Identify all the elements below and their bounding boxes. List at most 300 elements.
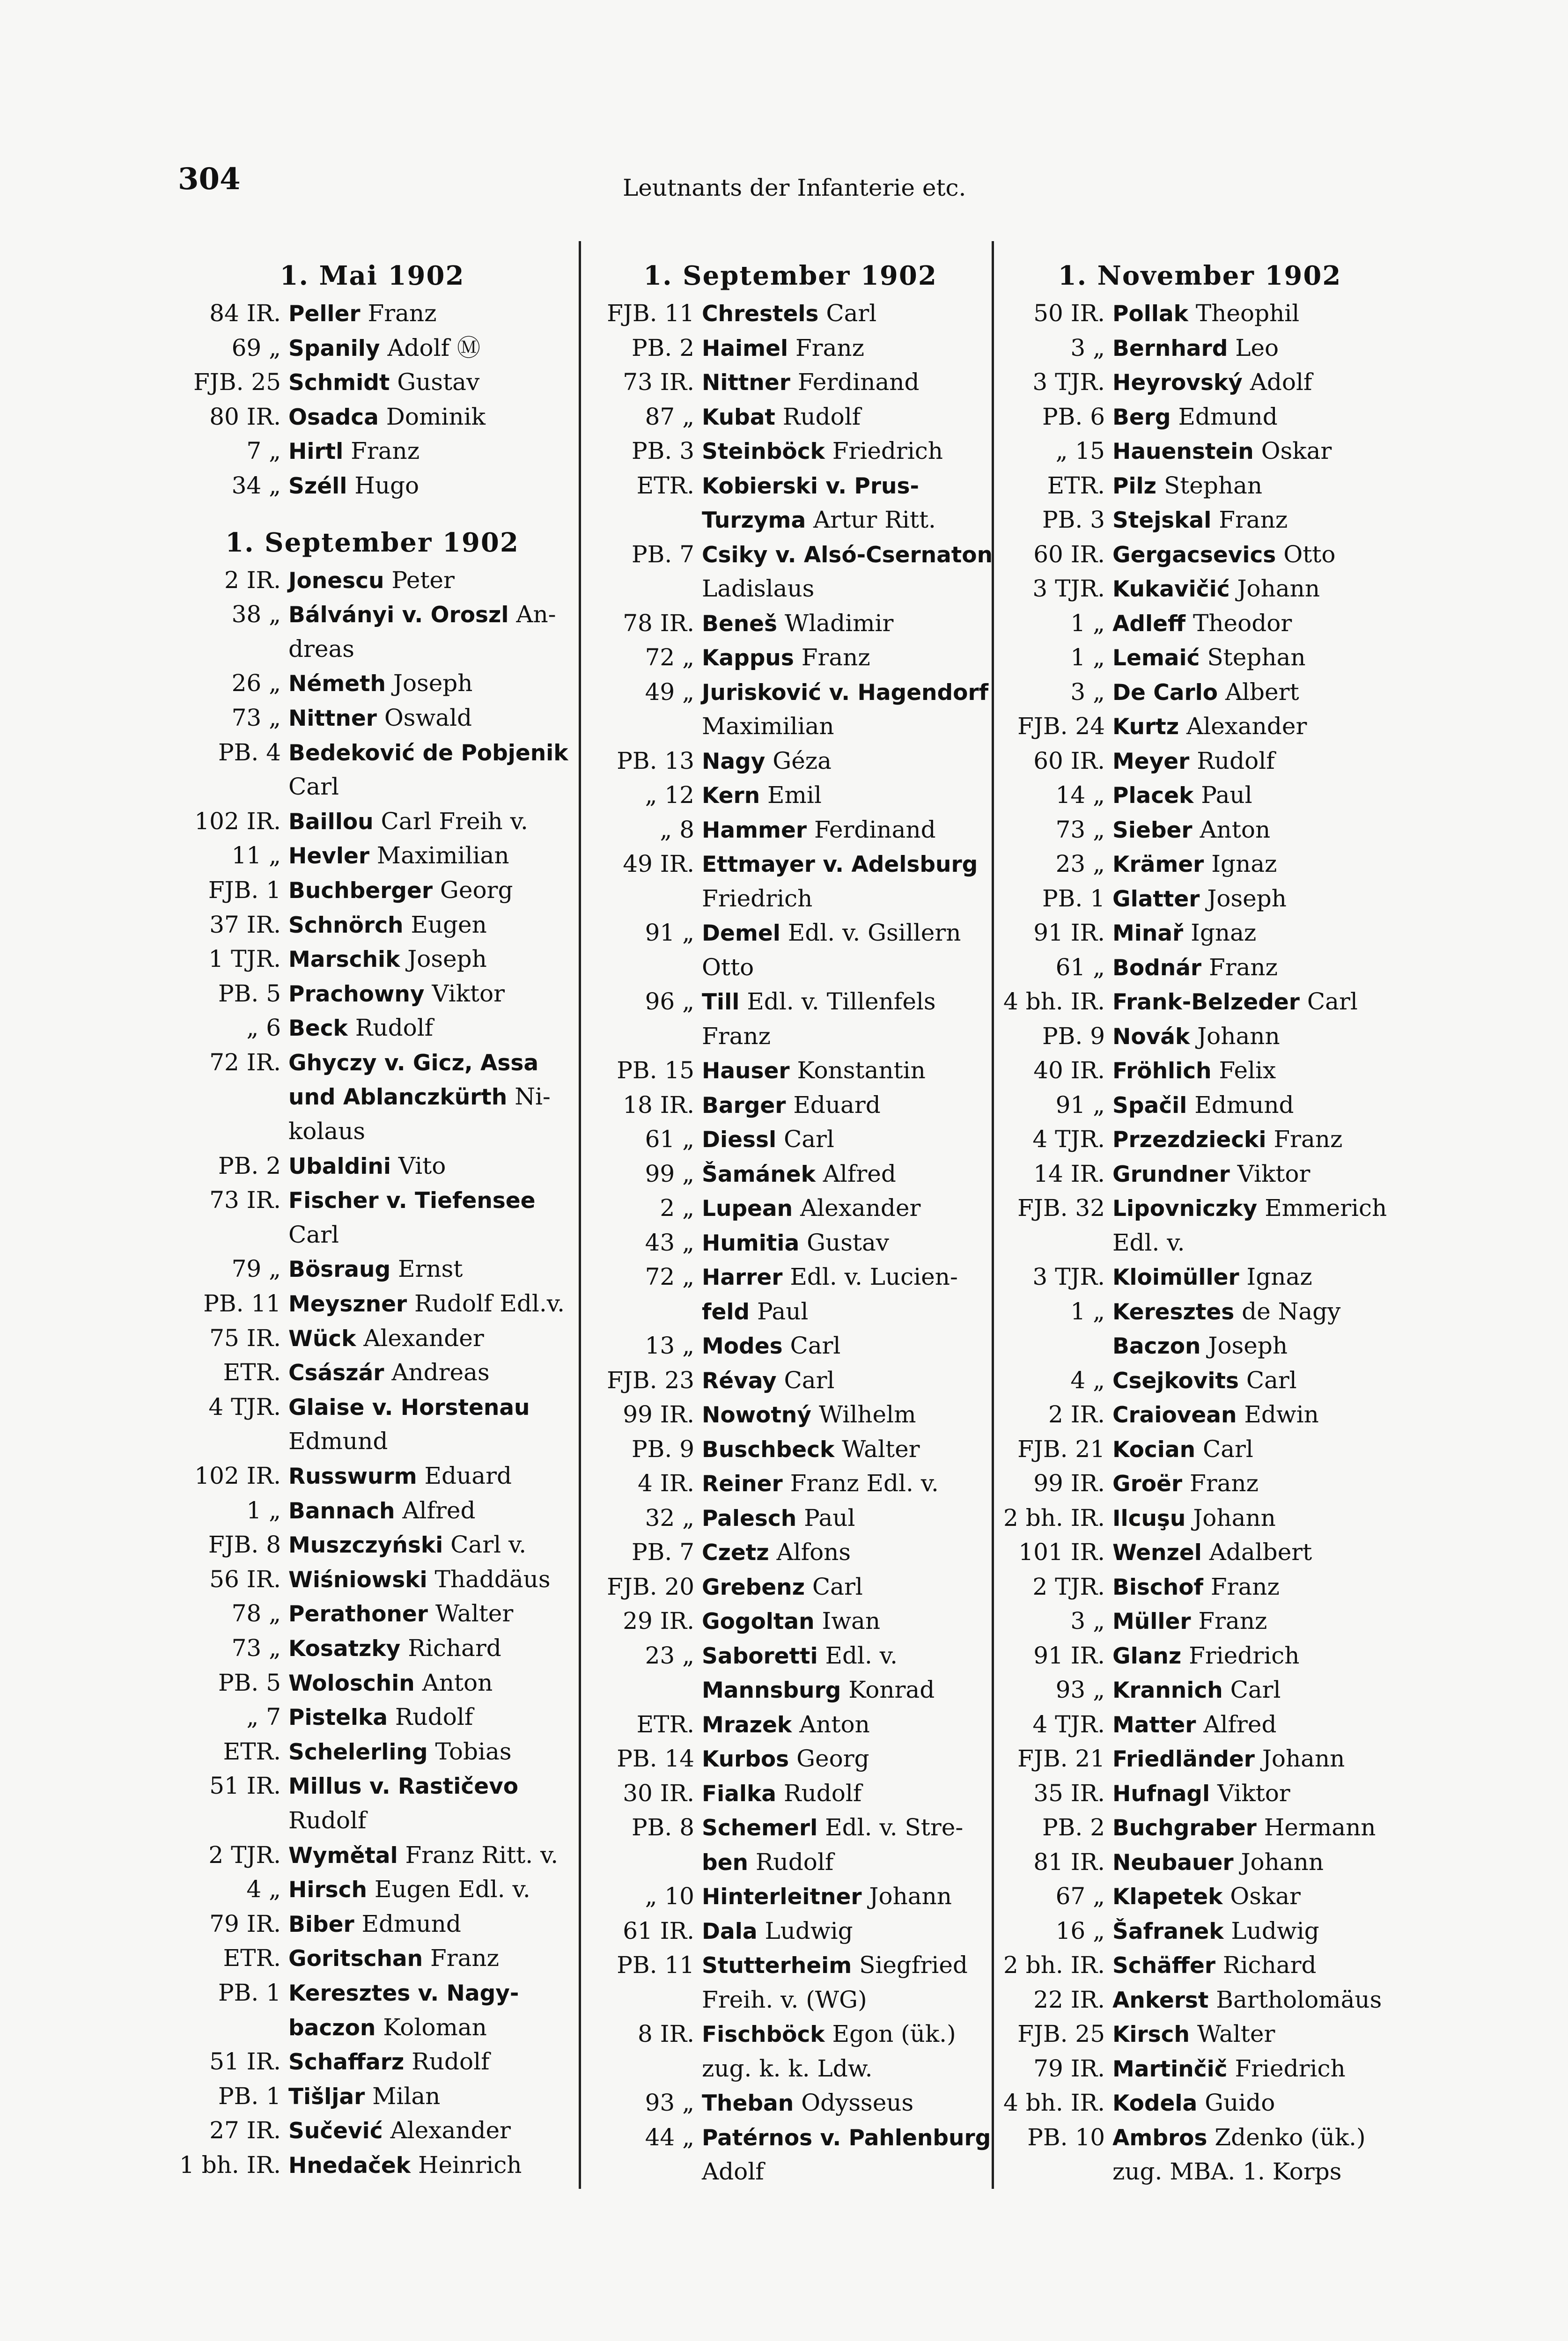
roster-entry <box>1002 434 1398 469</box>
unit-designation: 84 IR. <box>209 300 281 327</box>
unit-designation: 91 „ <box>1055 1091 1105 1119</box>
unit-designation: 96 „ <box>645 988 694 1015</box>
unit-designation: PB. 2 <box>218 1152 281 1179</box>
roster-entry <box>1002 1708 1398 1742</box>
surname: Šafranek <box>1112 1918 1224 1944</box>
surname: Steinböck <box>702 439 825 464</box>
officer-name <box>288 873 571 908</box>
officer-name <box>288 1838 571 1873</box>
officer-name <box>702 1535 992 1570</box>
roster-entry <box>1002 331 1398 366</box>
name-line <box>702 2155 992 2189</box>
unit-designation: „ 10 <box>645 1883 694 1910</box>
given-name: Heinrich <box>418 2151 522 2179</box>
spacer <box>1255 1745 1262 1772</box>
surname: Tišljar <box>288 2083 365 2110</box>
unit-designation: 2 IR. <box>1048 1401 1105 1428</box>
unit-designation: 61 „ <box>1055 953 1105 981</box>
unit-designation: 26 „ <box>231 670 281 697</box>
spacer <box>427 1566 435 1593</box>
unit-designation: PB. 9 <box>1042 1022 1105 1050</box>
officer-name <box>288 736 571 804</box>
officer-name <box>1112 1053 1398 1088</box>
unit-designation: PB. 3 <box>632 437 694 464</box>
given-name: Adolf <box>1250 368 1312 396</box>
surname: Heyrovský <box>1112 370 1243 396</box>
given-name: Edmund <box>288 1428 388 1455</box>
surname: Kobierski v. Prus- <box>702 473 919 499</box>
officer-name <box>1112 1088 1398 1123</box>
spacer <box>390 1255 398 1282</box>
roster-entry <box>173 1045 571 1149</box>
name-line <box>288 1459 571 1494</box>
unit-designation: 40 IR. <box>1033 1057 1105 1084</box>
given-name: Adolf <box>702 2158 764 2185</box>
spacer <box>1182 1470 1190 1497</box>
given-name: Carl <box>783 1126 834 1153</box>
spacer <box>811 1401 819 1428</box>
name-line <box>702 1983 992 2017</box>
surname: Minař <box>1112 920 1184 946</box>
unit-designation: PB. 11 <box>203 1290 281 1318</box>
roster-entry <box>173 2045 571 2079</box>
name-line <box>288 942 571 977</box>
name-line <box>288 1080 571 1114</box>
spacer <box>852 1951 859 1979</box>
given-name: Oswald <box>384 704 472 731</box>
unit-designation: FJB. 25 <box>1017 2020 1105 2047</box>
given-name: Konrad <box>848 1676 935 1703</box>
roster-entry <box>1002 675 1398 710</box>
given-name: Ladislaus <box>702 575 815 602</box>
surname: Reiner <box>702 1471 783 1497</box>
unit-designation: 56 IR. <box>209 1565 281 1593</box>
name-line <box>702 1948 992 1983</box>
roster-entry <box>589 1053 992 1088</box>
given-name: Carl <box>812 1573 863 1600</box>
spacer <box>354 1910 362 1937</box>
officer-name <box>288 1045 571 1149</box>
unit-designation: „ 15 <box>1055 437 1105 464</box>
name-line <box>288 770 571 804</box>
given-name: Ludwig <box>765 1917 853 1944</box>
roster-entry <box>173 873 571 908</box>
spacer <box>799 1229 807 1256</box>
name-line <box>1112 1157 1398 1192</box>
officer-name <box>1112 1811 1398 1845</box>
unit-designation: 1 „ <box>246 1496 281 1524</box>
unit-designation: PB. 9 <box>632 1435 694 1463</box>
officer-name <box>1112 1019 1398 1054</box>
roster-entry <box>1002 400 1398 434</box>
name-line <box>1112 606 1398 641</box>
given-name: Koloman <box>383 2013 487 2041</box>
surname: Ettmayer v. Adelsburg <box>702 852 978 877</box>
surname: Turzyma <box>702 508 806 533</box>
column-divider <box>992 241 994 2189</box>
officer-name <box>702 434 992 469</box>
officer-name <box>1112 1535 1398 1570</box>
officer-name <box>1112 1914 1398 1949</box>
spacer <box>807 816 814 843</box>
page-number: 304 <box>178 162 241 197</box>
surname: Kern <box>702 783 760 809</box>
officer-name <box>702 1363 992 1398</box>
given-name: Hugo <box>354 471 420 499</box>
given-name: Leo <box>1235 334 1279 361</box>
given-name: Edl. v. <box>1112 1229 1185 1256</box>
unit-designation: 3 TJR. <box>1032 575 1105 602</box>
officer-name <box>288 1355 571 1390</box>
roster-entry <box>1002 640 1398 675</box>
unit-designation: PB. 7 <box>632 1539 694 1566</box>
surname: Schaffarz <box>288 2049 405 2076</box>
name-line <box>288 977 571 1011</box>
officer-name <box>702 1879 992 1914</box>
given-name: Paul <box>804 1504 855 1531</box>
unit-designation: 32 „ <box>645 1504 694 1531</box>
name-line <box>1112 1570 1398 1605</box>
roster-entry <box>1002 778 1398 813</box>
officer-name <box>288 563 571 598</box>
officer-name <box>288 365 571 400</box>
spacer <box>1190 1023 1197 1050</box>
given-name: Artur Ritt. <box>813 506 936 533</box>
given-name: Anton <box>1200 816 1271 843</box>
given-name: Franz <box>702 1022 771 1050</box>
given-name: Friedrich <box>1235 2054 1346 2082</box>
roster-entry <box>173 908 571 942</box>
officer-name <box>1112 2052 1398 2086</box>
roster-entry <box>1002 1914 1398 1949</box>
spacer <box>347 472 354 499</box>
roster-entry <box>589 1570 992 1605</box>
surname: Buchgraber <box>1112 1815 1257 1841</box>
given-name: Bartholomäus <box>1216 1986 1382 2013</box>
spacer <box>386 670 393 697</box>
roster-entry <box>1002 916 1398 950</box>
given-name: Alexander <box>800 1194 921 1222</box>
officer-name <box>702 1742 992 1776</box>
surname: Hirsch <box>288 1877 367 1903</box>
name-line <box>288 1494 571 1528</box>
roster-entry <box>173 1872 571 1907</box>
unit-designation: PB. 2 <box>1042 1814 1105 1841</box>
unit-designation: FJB. 20 <box>607 1573 694 1600</box>
surname: Przezdziecki <box>1112 1127 1266 1153</box>
officer-name <box>702 744 992 779</box>
given-name: Franz <box>795 334 864 361</box>
given-name: Ignaz <box>1246 1263 1312 1290</box>
unit-designation: 4 TJR. <box>1032 1126 1105 1153</box>
surname: Muszczyński <box>288 1532 443 1559</box>
spacer <box>793 1194 800 1222</box>
name-line <box>1112 1983 1398 2017</box>
surname: Bodnár <box>1112 955 1202 981</box>
name-line <box>1112 1019 1398 1054</box>
spacer <box>383 2117 390 2144</box>
given-name: Walter <box>842 1435 920 1463</box>
officer-name <box>288 1769 571 1838</box>
name-line <box>702 1329 992 1363</box>
given-name: Otto <box>1283 540 1336 568</box>
spacer <box>1171 403 1178 430</box>
officer-name <box>1112 1191 1398 1260</box>
name-line <box>288 873 571 908</box>
name-line <box>288 632 571 667</box>
name-line <box>1112 331 1398 366</box>
surname: Biber <box>288 1911 354 1937</box>
surname: Osadca <box>288 404 379 430</box>
name-line <box>1112 813 1398 847</box>
spacer <box>1212 1057 1219 1084</box>
unit-designation: FJB. 24 <box>1017 713 1105 740</box>
name-line <box>288 469 571 503</box>
name-line <box>288 563 571 598</box>
name-line <box>288 804 571 839</box>
spacer <box>794 644 802 671</box>
name-line <box>702 1570 992 1605</box>
unit-designation: 22 IR. <box>1033 1986 1105 2013</box>
name-line <box>1112 434 1398 469</box>
surname: Šamánek <box>702 1161 816 1187</box>
unit-designation: 60 IR. <box>1033 540 1105 568</box>
unit-designation: 91 IR. <box>1033 919 1105 946</box>
roster-entry <box>173 1562 571 1597</box>
name-line <box>702 985 992 1019</box>
unit-designation: 30 IR. <box>623 1779 694 1807</box>
surname: Fialka <box>702 1781 777 1807</box>
name-line <box>1112 1708 1398 1742</box>
given-name: Maximilian <box>376 842 509 869</box>
surname: Hammer <box>702 817 807 843</box>
spacer <box>1204 850 1211 877</box>
given-name: Iwan <box>822 1607 881 1634</box>
roster-entry <box>1002 1845 1398 1880</box>
surname: Beck <box>288 1016 348 1042</box>
surname: Diessl <box>702 1127 777 1153</box>
spacer <box>765 747 773 774</box>
officer-name <box>288 2113 571 2148</box>
roster-entry <box>173 942 571 977</box>
running-title: Leutnants der Infanterie etc. <box>623 174 966 201</box>
unit-designation: 99 IR. <box>1033 1470 1105 1497</box>
name-line <box>702 537 993 572</box>
name-line <box>1112 1432 1398 1467</box>
name-line <box>702 2120 992 2155</box>
unit-designation: 75 IR. <box>209 1324 281 1352</box>
spacer <box>1224 1917 1231 1944</box>
name-line <box>702 709 992 744</box>
spacer <box>384 567 391 594</box>
surname: Schmidt <box>288 370 390 396</box>
roster-entry <box>1002 1501 1398 1536</box>
spacer <box>1239 1367 1246 1394</box>
spacer <box>1254 437 1261 464</box>
name-line <box>1112 2052 1398 2086</box>
officer-name <box>702 1914 992 1949</box>
given-name: Anton <box>422 1669 493 1696</box>
given-name: kolaus <box>288 1118 366 1145</box>
officer-name <box>288 2079 571 2114</box>
name-line <box>702 1914 992 1949</box>
given-name: Rudolf <box>783 1779 862 1807</box>
given-name: Theophil <box>1195 300 1300 327</box>
surname: Glaise v. Horstenau <box>288 1394 530 1421</box>
roster-entry <box>1002 1019 1398 1054</box>
name-line <box>702 1398 992 1432</box>
officer-name <box>702 1191 992 1226</box>
surname: Harrer <box>702 1265 783 1290</box>
roster-entry <box>1002 709 1398 744</box>
spacer <box>769 1539 777 1566</box>
surname: Neubauer <box>1112 1849 1234 1876</box>
surname: Prachowny <box>288 981 425 1007</box>
unit-designation: PB. 1 <box>1042 884 1105 912</box>
name-line <box>1112 1776 1398 1811</box>
name-line <box>1112 950 1398 985</box>
unit-designation: 60 IR. <box>1033 747 1105 774</box>
name-line <box>702 1088 992 1123</box>
roster-entry <box>589 1708 992 1742</box>
spacer <box>748 1848 756 1876</box>
unit-designation: 2 TJR. <box>1032 1573 1105 1600</box>
given-name: de Nagy <box>1242 1297 1341 1325</box>
officer-name <box>702 847 992 916</box>
roster-entry <box>1002 1639 1398 1673</box>
spacer <box>423 1944 430 1972</box>
given-name: Géza <box>773 747 832 774</box>
surname: Peller <box>288 301 361 327</box>
name-line <box>702 296 992 331</box>
roster-entry <box>589 1329 992 1363</box>
officer-name <box>702 1122 992 1157</box>
spacer <box>776 1126 784 1153</box>
spacer <box>790 368 798 396</box>
roster-entry <box>173 1252 571 1287</box>
given-name: Rudolf <box>288 1806 367 1834</box>
unit-designation: 4 TJR. <box>1032 1710 1105 1738</box>
given-name: Rudolf Edl.v. <box>414 1290 565 1318</box>
officer-name <box>1112 1604 1398 1639</box>
given-name: Friedrich <box>702 884 813 912</box>
name-line <box>1112 1604 1398 1639</box>
given-name: An- <box>516 601 556 628</box>
spacer <box>788 334 795 361</box>
unit-designation: 2 IR. <box>224 566 281 594</box>
name-line <box>702 1673 992 1708</box>
given-name: Franz <box>351 437 420 465</box>
name-line <box>1112 1535 1398 1570</box>
spacer <box>841 1676 848 1703</box>
spacer <box>806 506 813 533</box>
surname: Pistelka <box>288 1705 388 1731</box>
name-line <box>702 1226 992 1260</box>
given-name: Theodor <box>1193 609 1292 637</box>
spacer <box>384 1359 391 1386</box>
spacer <box>1257 1194 1265 1222</box>
spacer <box>395 1497 403 1524</box>
surname: Fischer v. Tiefensee <box>288 1188 536 1214</box>
surname: Pollak <box>1112 301 1188 327</box>
name-line <box>702 1157 992 1192</box>
unit-designation: 81 IR. <box>1033 1848 1105 1876</box>
officer-name <box>702 606 992 641</box>
surname: Grebenz <box>702 1574 805 1600</box>
roster-entry <box>1002 1604 1398 1639</box>
roster-entry <box>1002 1466 1398 1501</box>
name-line <box>1112 916 1398 950</box>
unit-designation: 73 IR. <box>623 368 694 396</box>
officer-name <box>288 1700 571 1735</box>
roster-entry <box>173 1149 571 1184</box>
roster-entry <box>589 1742 992 1776</box>
name-line <box>1112 1845 1398 1880</box>
given-name: Rudolf <box>355 1014 434 1042</box>
name-line <box>288 2010 571 2045</box>
surname: Barger <box>702 1092 786 1119</box>
spacer <box>398 1841 405 1869</box>
unit-designation: 73 „ <box>1055 816 1105 843</box>
officer-name <box>288 1390 571 1459</box>
spacer <box>789 1745 796 1772</box>
unit-designation: 7 „ <box>246 437 281 465</box>
given-name: Franz <box>1274 1126 1343 1153</box>
roster-entry <box>173 469 571 503</box>
unit-designation: 29 IR. <box>623 1607 694 1634</box>
surname: Grundner <box>1112 1161 1230 1187</box>
officer-name <box>1112 1776 1398 1811</box>
name-line <box>288 1149 571 1184</box>
roster-entry <box>173 839 571 873</box>
given-name: Thaddäus <box>434 1565 551 1593</box>
given-name: Carl <box>1307 988 1358 1015</box>
name-line <box>288 1218 571 1252</box>
name-line <box>288 2113 571 2148</box>
unit-designation: 78 IR. <box>623 609 694 637</box>
unit-designation: 35 IR. <box>1033 1779 1105 1807</box>
name-line <box>1112 296 1398 331</box>
given-name: Franz Edl. v. <box>790 1470 939 1497</box>
surname: Kodela <box>1112 2091 1198 2116</box>
spacer <box>825 437 832 464</box>
roster-entry <box>1002 537 1398 572</box>
roster-entry <box>1002 2120 1398 2189</box>
officer-name <box>288 908 571 942</box>
surname: Buschbeck <box>702 1436 835 1463</box>
name-line <box>702 365 992 400</box>
unit-designation: 51 IR. <box>209 2048 281 2076</box>
spacer <box>1237 1401 1244 1428</box>
given-name: Edwin <box>1244 1401 1319 1428</box>
given-name: Emmerich <box>1265 1194 1387 1222</box>
roster-entry <box>589 813 992 847</box>
unit-designation: PB. 5 <box>218 979 281 1007</box>
roster-entry <box>1002 1363 1398 1398</box>
spacer <box>792 1711 799 1738</box>
name-line <box>1112 1501 1398 1536</box>
unit-designation: 4 IR. <box>638 1470 694 1497</box>
spacer <box>400 1634 408 1662</box>
unit-designation: PB. 3 <box>1042 506 1105 533</box>
given-name: Carl <box>1246 1366 1297 1394</box>
given-name: Franz <box>368 300 437 327</box>
roster-entry <box>1002 1742 1398 1776</box>
unit-designation: 73 „ <box>231 704 281 731</box>
surname: Glatter <box>1112 886 1200 912</box>
surname: Patérnos v. Pahlenburg <box>702 2125 991 2151</box>
roster-entry <box>1002 1295 1398 1363</box>
